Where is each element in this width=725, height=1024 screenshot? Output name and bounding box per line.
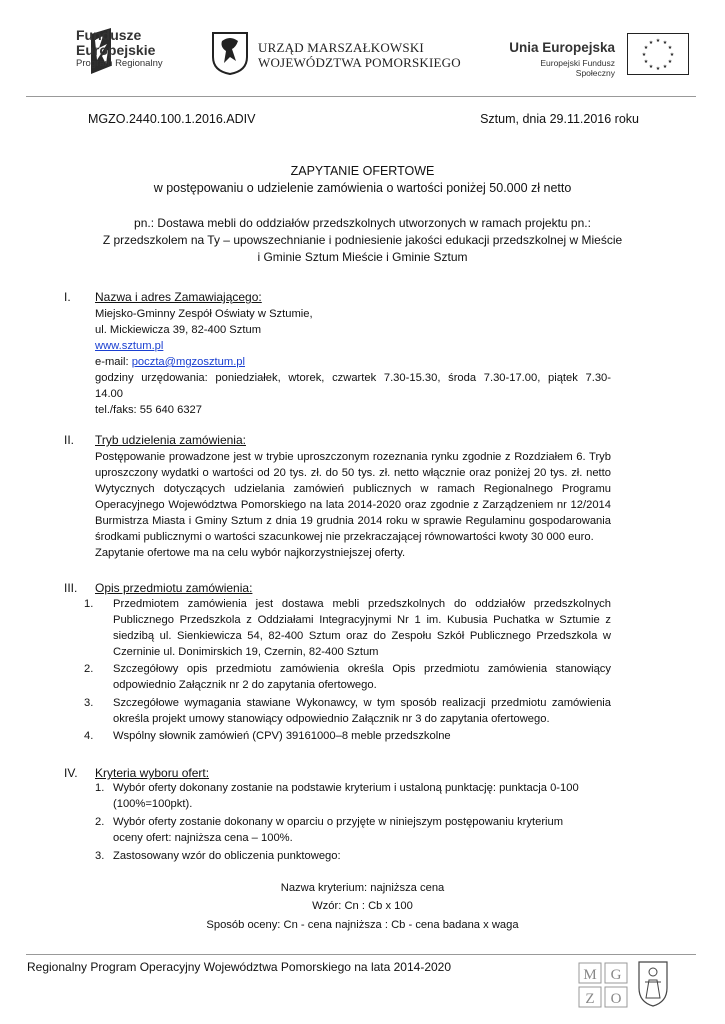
- s1-line: [95, 354, 245, 371]
- urzad-marszalkowski-text: [258, 40, 461, 71]
- project-line-1: pn.: Dostawa mebli do oddziałów przedszkolnych utworzonych w ramach projektu pn.:: [134, 216, 591, 230]
- list-item-line: oceny ofert: najniższa cena – 100%.: [113, 832, 293, 844]
- email-label: e-mail:: [95, 356, 132, 368]
- mgzo-letter: O: [610, 991, 622, 1007]
- list-item-number: 1.: [95, 782, 105, 794]
- list-item-line: Szczegółowe wymagania stawiane Wykonawcy, w tym sposób realizacji przedmiotu zamówienia: [113, 697, 611, 709]
- list-item-line: Zastosowany wzór do obliczenia punktowego:: [113, 850, 341, 862]
- list-item-line: określa projekt umowy stanowiący odpowiednio Załącznik nr 3 do zapytania ofertowego.: [113, 713, 550, 725]
- section-4-heading: Kryteria wyboru ofert:: [95, 766, 210, 780]
- s2-line: Wytycznych dotyczących udzielania zamówień publicznych w ramach Regionalnego Programu: [95, 483, 611, 495]
- list-item-line: Publicznego Przedszkola z Oddziałami Integracyjnymi Nr 1 im. Kubusia Puchatka w Sztumie z: [113, 614, 611, 626]
- section-3-number: III.: [64, 581, 78, 595]
- list-item-line: siedzibą ul. Sienkiewicza 54, 82-400 Sztum oraz do Zespołu Szkół Publicznego Przedszkola w: [113, 630, 611, 642]
- s1-line: 14.00: [95, 388, 123, 400]
- sztum-coat-of-arms-icon: [636, 958, 670, 1008]
- s1-line: tel./faks: 55 640 6327: [95, 404, 202, 416]
- svg-text:★: ★: [648, 40, 654, 46]
- list-item-line: Wspólny słownik zamówień (CPV) 39161000–8 meble przedszkolne: [113, 730, 451, 742]
- s2-line: Postępowanie prowadzone jest w trybie uproszczonym rozeznania rynku zgodnie z Rozdziałem 6. Tryb: [95, 451, 611, 463]
- list-item-line: (100%=100pkt).: [113, 798, 193, 810]
- ue-line1: Unia Europejska: [509, 40, 615, 55]
- s2-line: Burmistrza Miasta i Gminy Sztum z dnia 19 grudnia 2014 roku w sprawie Regulaminu gospodarowania: [95, 515, 611, 527]
- ue-line2: Europejski Fundusz Społeczny: [540, 58, 615, 78]
- fundusze-europejskie-text: [76, 28, 163, 69]
- svg-text:★: ★: [655, 66, 661, 72]
- s2-line: środkami publicznymi o wartości szacunkowej nie przekraczającej równowartości kwoty 30 000 euro.: [95, 531, 594, 543]
- section-2-number: II.: [64, 433, 75, 447]
- mgzo-logo: [578, 962, 628, 1008]
- s1-line: godziny urzędowania: poniedziałek, wtorek, czwartek 7.30-15.30, środa 7.30-17.00, piątek 7.30-: [95, 372, 611, 384]
- s1-line: [95, 338, 163, 355]
- footer-text: Regionalny Program Operacyjny Województwa Pomorskiego na lata 2014-2020: [27, 960, 452, 974]
- svg-text:★: ★: [667, 59, 673, 65]
- header-divider: [26, 96, 696, 97]
- section-3-heading: Opis przedmiotu zamówienia:: [95, 581, 253, 595]
- um-line2: WOJEWÓDZTWA POMORSKIEGO: [258, 55, 461, 71]
- section-1-number: I.: [64, 290, 71, 304]
- formula-pattern: Wzór: Cn : Cb x 100: [312, 900, 413, 912]
- s1-line: ul. Mickiewicza 39, 82-400 Sztum: [95, 324, 262, 336]
- unia-europejska-text: [507, 40, 615, 78]
- email-link[interactable]: poczta@mgzosztum.pl: [131, 356, 246, 368]
- svg-text:★: ★: [662, 40, 668, 46]
- mgzo-letter: Z: [585, 991, 595, 1007]
- svg-text:★: ★: [669, 52, 675, 58]
- mgzo-letter: G: [610, 967, 622, 983]
- list-item-line: Wybór oferty zostanie dokonany w oparciu o przyjęte w niniejszym postępowaniu kryterium: [113, 816, 564, 828]
- mgzo-letter: M: [583, 967, 597, 983]
- fe-line1: Fundusze: [76, 27, 142, 43]
- s2-line: Zapytanie ofertowe ma na celu wybór najkorzystniejszej oferty.: [95, 547, 406, 559]
- formula-criterion: Nazwa kryterium: najniższa cena: [280, 882, 445, 894]
- svg-text:★: ★: [648, 64, 654, 70]
- list-item-number: 3.: [84, 697, 94, 709]
- list-item-number: 4.: [84, 730, 94, 742]
- document-title: ZAPYTANIE OFERTOWE: [290, 164, 435, 178]
- project-line-2: Z przedszkolem na Ty – upowszechnianie i podniesienie jakości edukacji przedszkolnej w Mieście: [102, 233, 623, 247]
- pomorskie-griffin-crest-icon: [210, 31, 250, 75]
- s1-line: Miejsko-Gminny Zespół Oświaty w Sztumie,: [95, 308, 313, 320]
- list-item-number: 1.: [84, 598, 94, 610]
- list-item-line: Szczegółowy opis przedmiotu zamówienia określa Opis przedmiotu zamówienia stanowiący: [113, 663, 611, 675]
- s2-line: Operacyjnego Województwa Pomorskiego na lata 2014-2020 oraz zgodnie z Zarządzeniem nr 12/2014: [95, 499, 611, 511]
- list-item-number: 2.: [95, 816, 105, 828]
- svg-text:★: ★: [641, 52, 647, 58]
- list-item-line: Wybór oferty dokonany zostanie na podstawie kryterium i ustaloną punktację: punktacja 0-100: [113, 782, 579, 794]
- svg-text:★: ★: [643, 59, 649, 65]
- list-item-line: Przedmiotem zamówienia jest dostawa mebli przedszkolnych do oddziałów przedszkolnych: [113, 598, 611, 610]
- reference-number: MGZO.2440.100.1.2016.ADIV: [88, 112, 256, 126]
- document-date: Sztum, dnia 29.11.2016 roku: [480, 112, 639, 126]
- s2-line: uproszczony wydatki o wartości od 20 tys. zł. do 50 tys. zł. netto włącznie oraz poniżej 20 tys. zł. netto: [95, 467, 611, 479]
- list-item-line: odpowiednio Załącznik nr 2 do zapytania ofertowego.: [113, 679, 377, 691]
- formula-method: Sposób oceny: Cn - cena najniższa : Cb - cena badana x waga: [206, 919, 519, 931]
- website-link[interactable]: www.sztum.pl: [95, 340, 164, 352]
- fe-line2: Europejskie: [76, 41, 156, 58]
- svg-text:★: ★: [643, 45, 649, 51]
- list-item-number: 2.: [84, 663, 94, 675]
- footer-divider: [26, 954, 696, 955]
- svg-text:★: ★: [662, 64, 668, 70]
- um-line1: URZĄD MARSZAŁKOWSKI: [258, 40, 424, 55]
- eu-flag-icon: [627, 33, 689, 75]
- list-item-number: 3.: [95, 850, 105, 862]
- project-line-3: i Gminie Sztum Mieście i Gminie Sztum: [257, 250, 468, 264]
- fe-line3: Program Regionalny: [76, 58, 163, 70]
- section-2-heading: Tryb udzielenia zamówienia:: [95, 433, 246, 447]
- svg-text:★: ★: [655, 38, 661, 44]
- svg-text:★: ★: [667, 45, 673, 51]
- list-item-line: Czerninie ul. Donimirskich 19, Czernin, 82-400 Sztum: [113, 646, 379, 658]
- section-4-number: IV.: [64, 766, 78, 780]
- section-1-heading: Nazwa i adres Zamawiającego:: [95, 290, 262, 304]
- document-subtitle: w postępowaniu o udzielenie zamówienia o wartości poniżej 50.000 zł netto: [153, 181, 572, 195]
